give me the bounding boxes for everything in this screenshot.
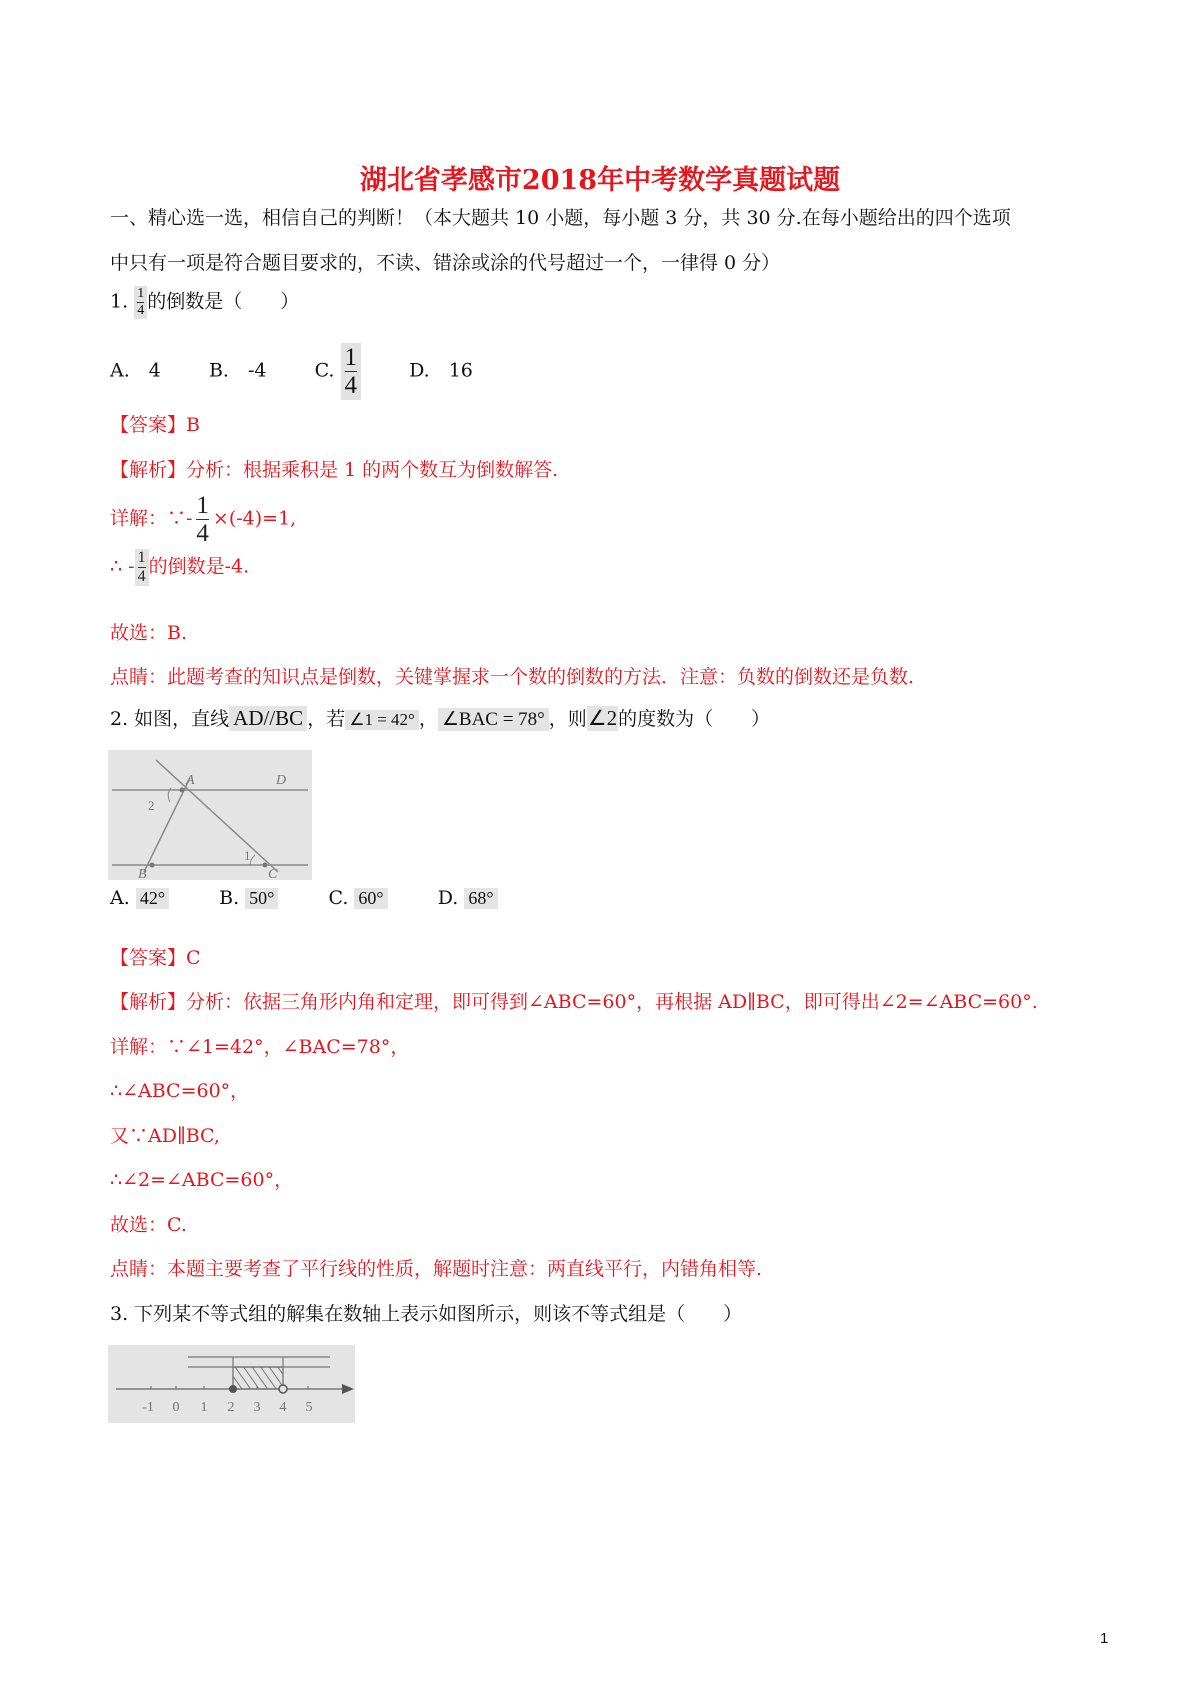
q2-stem: [110, 704, 770, 731]
q2-option-d-value: 68°: [464, 888, 497, 909]
q1-comment: 点睛：此题考查的知识点是倒数，关键掌握求一个数的倒数的方法．注意：负数的倒数还是负数.: [110, 666, 915, 688]
q3-axis-label: 3: [253, 1400, 261, 1415]
q2-label-b: B: [138, 867, 147, 880]
q2-answer: 【答案】C: [110, 947, 201, 969]
q2-label-d: D: [276, 773, 287, 788]
q1-analysis: 【解析】分析：根据乘积是 1 的两个数互为倒数解答.: [110, 459, 559, 481]
q2-label-angle2: 2: [148, 798, 155, 813]
q1-answer: 【答案】B: [110, 414, 200, 436]
q1-option-c: C.: [314, 359, 335, 382]
q2-comment: 点睛：本题主要考查了平行线的性质，解题时注意：两直线平行，内错角相等.: [110, 1258, 763, 1280]
q3-number-line-figure: [108, 1345, 355, 1423]
q1-number: 1.: [110, 290, 129, 313]
q1-option-c-den: 4: [344, 372, 358, 399]
q3-stem: 3. 下列某不等式组的解集在数轴上表示如图所示，则该不等式组是（ ）: [110, 1303, 743, 1325]
section-intro-line-1: 一、精心选一选，相信自己的判断！（本大题共 10 小题，每小题 3 分，共 30 分.在每小题给出的四个选项: [110, 207, 1011, 229]
q2-geometry-diagram: [108, 750, 312, 880]
q1-option-b: B. -4: [208, 359, 267, 382]
q1-options: [110, 343, 473, 400]
q2-option-b: B.: [219, 887, 240, 909]
q2-stem-b: ，若: [307, 708, 346, 730]
q2-figure: [108, 750, 312, 880]
q1-stem-text: 的倒数是（ ）: [147, 290, 300, 313]
q2-options: [110, 887, 498, 909]
q1-detail: [110, 491, 296, 548]
q2-step-1: ∴∠ABC=60°，: [110, 1080, 250, 1102]
q1-fraction: [134, 286, 147, 319]
q3-axis-label: 2: [227, 1400, 235, 1415]
q2-option-d: D.: [437, 887, 459, 909]
q2-math-parallel: AD//BC: [229, 706, 307, 731]
q2-stem-c: ，: [418, 708, 438, 730]
q2-option-c-value: 60°: [354, 888, 387, 909]
q1-option-d: D. 16: [409, 359, 473, 382]
q1-therefore: [110, 549, 249, 586]
q1-therefore-prefix: ∴ -: [110, 555, 135, 578]
q2-stem-d: ，则: [548, 708, 587, 730]
q2-math-angle1: ∠1 = 42°: [345, 710, 419, 730]
q2-option-a-value: 42°: [136, 888, 169, 909]
q2-step-3: ∴∠2=∠ABC=60°，: [110, 1169, 294, 1191]
q1-frac-den: 4: [137, 303, 145, 318]
q1-option-c-fraction: [341, 343, 362, 400]
q2-analysis: 【解析】分析：依据三角形内角和定理，即可得到∠ABC=60°，再根据 AD∥BC，即可得出∠2=∠ABC=60°.: [110, 991, 1038, 1013]
q1-therefore-num: 1: [137, 549, 146, 566]
q1-therefore-fraction: [135, 549, 149, 586]
q1-stem: [110, 286, 299, 319]
page-number: 1: [1100, 1630, 1109, 1647]
q3-axis-label: 1: [200, 1400, 208, 1415]
q1-detail-num: 1: [196, 492, 209, 519]
q2-stem-a: 2. 如图，直线: [110, 708, 230, 730]
q2-stem-e: 的度数为（ ）: [618, 708, 771, 730]
q2-step-2: 又∵AD∥BC,: [110, 1125, 220, 1147]
q1-choose: 故选：B.: [110, 622, 188, 644]
q1-option-c-num: 1: [344, 344, 358, 371]
q3-axis-label: 5: [305, 1400, 313, 1415]
q2-option-b-value: 50°: [245, 888, 278, 909]
q1-detail-suffix: ×(-4)=1,: [212, 507, 297, 530]
q2-label-c: C: [268, 867, 278, 880]
q2-math-angle2: ∠2: [587, 706, 618, 730]
q3-axis-label: -1: [142, 1400, 154, 1415]
q1-detail-fraction: [192, 491, 213, 548]
q3-axis-label: 0: [172, 1400, 180, 1415]
q2-detail: 详解：∵∠1=42°，∠BAC=78°，: [110, 1036, 410, 1058]
q2-option-c: C.: [328, 887, 349, 909]
q2-math-bac: ∠BAC = 78°: [438, 708, 549, 731]
q2-label-a: A: [186, 773, 195, 788]
q3-axis-label: 4: [279, 1400, 287, 1415]
q2-option-a: A.: [110, 887, 130, 909]
section-intro-line-2: 中只有一项是符合题目要求的，不读、错涂或涂的代号超过一个，一律得 0 分）: [110, 252, 781, 274]
q1-option-a: A. 4: [110, 359, 161, 382]
q1-detail-den: 4: [196, 520, 209, 547]
q2-choose: 故选：C.: [110, 1214, 187, 1236]
q1-therefore-den: 4: [137, 568, 146, 585]
q3-number-line: [108, 1345, 355, 1423]
page-title: 湖北省孝感市2018年中考数学真题试题: [359, 165, 841, 196]
q1-detail-prefix: 详解：∵-: [110, 507, 193, 530]
q2-label-angle1: 1: [244, 848, 251, 863]
q1-frac-num: 1: [137, 286, 145, 301]
q1-therefore-suffix: 的倒数是-4.: [148, 555, 250, 578]
